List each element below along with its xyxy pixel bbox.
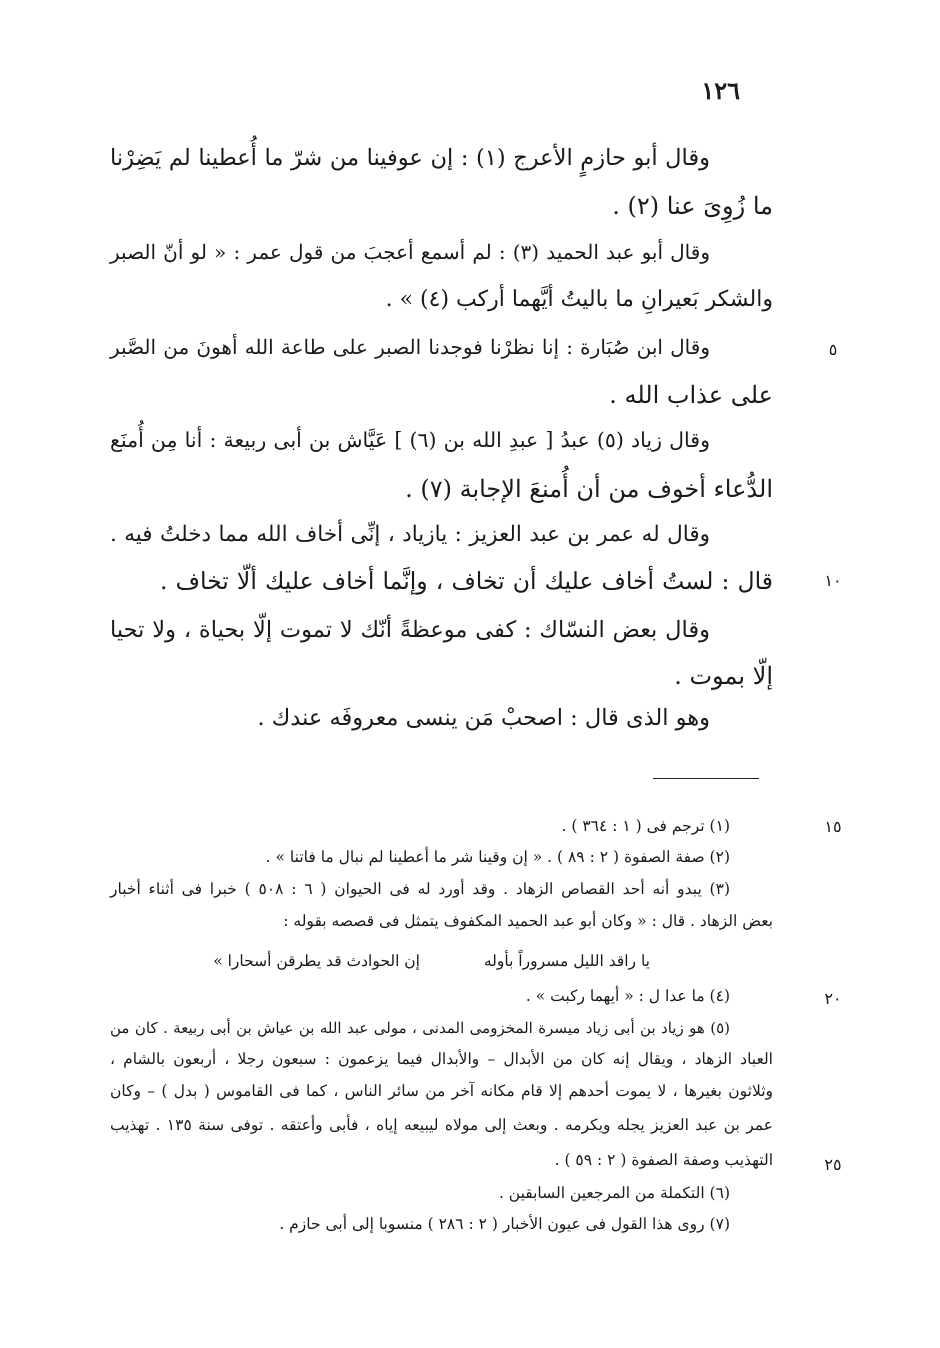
line-number-15: ١٥ bbox=[824, 817, 842, 836]
main-line-8: الدُّعاء أخوف من أن أُمنعَ الإجابة (٧) . bbox=[405, 475, 773, 503]
footnote-5-line-2: العباد الزهاد ، ويقال إنه كان من الأبدال – والأبدال فيما يزعمون : سبعون رجلا ، أربعون بالشام ، bbox=[110, 1050, 773, 1068]
main-line-5: وقال ابن صُبَارة : إنا نظرْنا فوجدنا الصبر على طاعة الله أهونَ من الصَّبر bbox=[110, 335, 710, 359]
line-number-20: ٢٠ bbox=[824, 989, 842, 1008]
footnote-4: (٤) ما عدا ل : « أيهما ركبت » . bbox=[525, 987, 730, 1005]
main-line-12: إلّا بموت . bbox=[674, 662, 773, 690]
line-number-10: ١٠ bbox=[824, 571, 842, 590]
main-line-6: على عذاب الله . bbox=[609, 381, 773, 409]
main-line-7: وقال زياد (٥) عبدُ [ عبدِ الله بن (٦) ] عَيَّاش بن أبى ربيعة : أنا مِن أُمنَع bbox=[110, 428, 710, 452]
footnote-7: (٧) روى هذا القول فى عيون الأخبار ( ٢ : ٢٨٦ ) منسوبا إلى أبى حازم . bbox=[279, 1215, 730, 1233]
main-line-2: ما زُوِىَ عنا (٢) . bbox=[612, 192, 773, 220]
footnote-3-line-2: بعض الزهاد . قال : « وكان أبو عبد الحميد المكفوف يتمثل فى قصصه بقوله : bbox=[283, 912, 773, 930]
verse-second-hemistich: إن الحوادث قد يطرقن أسحارا » bbox=[213, 952, 420, 970]
main-line-1: وقال أبو حازمٍ الأعرج (١) : إن عوفينا من شرّ ما أُعطينا لم يَضِرْنا bbox=[110, 145, 710, 171]
main-line-11: وقال بعض النسّاك : كفى موعظةً أنّك لا تموت إلّا بحياة ، ولا تحيا bbox=[110, 617, 710, 643]
line-number-25: ٢٥ bbox=[824, 1155, 842, 1174]
main-line-10: قال : لستُ أخاف عليك أن تخاف ، وإنَّما أخاف عليك ألّا تخاف . bbox=[160, 567, 773, 595]
page-number: ١٢٦ bbox=[701, 76, 740, 105]
footnote-5-line-1: (٥) هو زياد بن أبى زياد ميسرة المخزومى المدنى ، مولى عبد الله بن عياش بن أبى ربيعة . كان من bbox=[110, 1019, 730, 1037]
footnote-5-line-3: وثلاثون بغيرها ، لا يموت أحدهم إلا قام مكانه آخر من سائر الناس ، كما فى القاموس ( بدل ) – وكان bbox=[110, 1082, 773, 1100]
main-line-3: وقال أبو عبد الحميد (٣) : لم أسمع أعجبَ من قول عمر : « لو أنّ الصبر bbox=[110, 240, 710, 264]
main-line-13: وهو الذى قال : اصحبْ مَن ينسى معروفَه عندك . bbox=[257, 705, 710, 731]
footnote-1: (١) ترجم فى ( ١ : ٣٦٤ ) . bbox=[561, 817, 730, 835]
footnote-3-line-1: (٣) يبدو أنه أحد القصاص الزهاد . وقد أورد له فى الحيوان ( ٦ : ٥٠٨ ) خبرا فى أثناء أخبار bbox=[110, 880, 730, 898]
verse-first-hemistich: يا راقد الليل مسروراً بأوله bbox=[483, 952, 650, 970]
main-line-9: وقال له عمر بن عبد العزيز : يازياد ، إنِّى أخاف الله مما دخلتُ فيه . bbox=[110, 522, 710, 547]
footnote-5-line-4: عمر بن عبد العزيز يجله ويكرمه . وبعث إلى مولاه ليبيعه إياه ، فأبى وأعتقه . توفى سنة ١٣٥ . تهذيب bbox=[110, 1116, 773, 1134]
footnote-2: (٢) صفة الصفوة ( ٢ : ٨٩ ) . « إن وقينا شر ما أعطينا لم نبال ما فاتنا » . bbox=[265, 848, 730, 866]
footnote-6: (٦) التكملة من المرجعين السابقين . bbox=[498, 1184, 730, 1202]
line-number-5: ٥ bbox=[828, 340, 838, 359]
footnote-5-line-5: التهذيب وصفة الصفوة ( ٢ : ٥٩ ) . bbox=[554, 1151, 773, 1169]
footnote-separator bbox=[653, 778, 759, 779]
main-line-4: والشكر بَعيرانِ ما باليتُ أيَّهما أركب (٤) » . bbox=[385, 287, 773, 312]
